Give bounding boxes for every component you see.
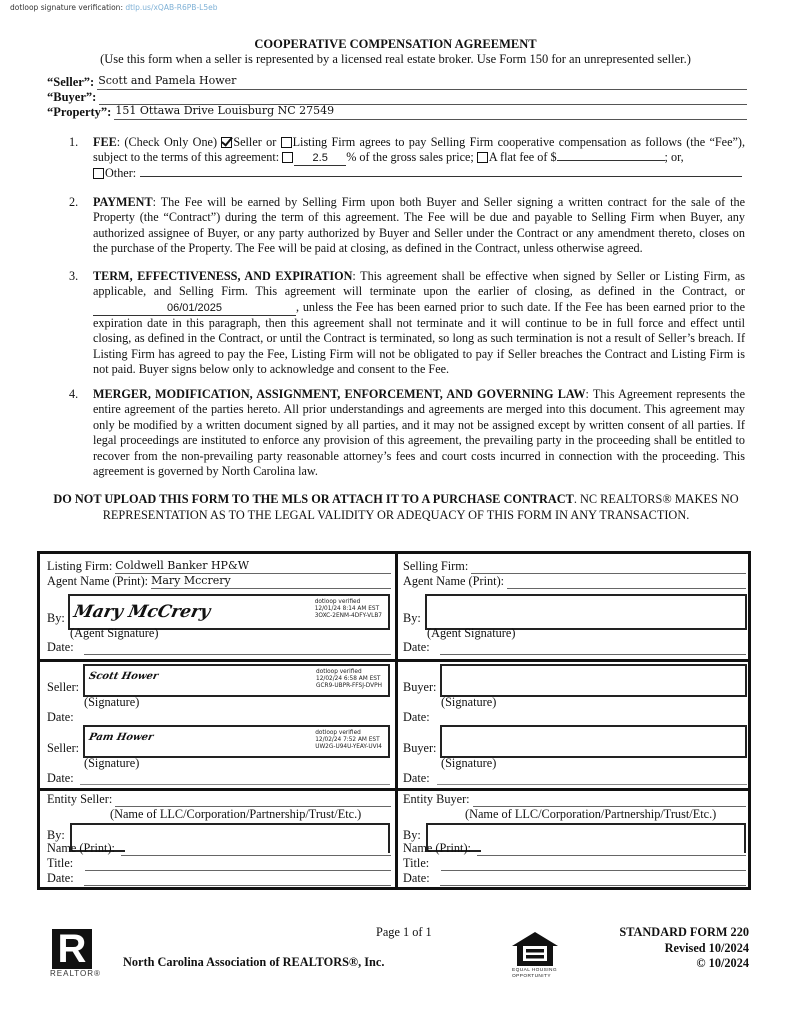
seller2-date-line[interactable]: [80, 784, 390, 785]
entity-buyer-title-field[interactable]: [441, 856, 746, 871]
selling-agent-label: Agent Name (Print):: [403, 574, 505, 588]
stamp-date: 12/02/24 6:58 AM EST: [316, 675, 381, 682]
dotloop-verified-stamp: [315, 599, 382, 619]
section-merger: [69, 387, 745, 479]
stamp-id: GCR9-UBPR-FFSJ-DVPH: [316, 682, 382, 689]
section-heading: FEE: [93, 135, 117, 149]
section-heading: PAYMENT: [93, 195, 153, 209]
seller1-label: Seller:: [47, 680, 80, 694]
seller-checkbox[interactable]: [221, 137, 232, 148]
flat-fee-suffix: ; or,: [664, 150, 684, 165]
seller1-date-label: Date:: [47, 710, 74, 724]
percent-label: % of the gross sales price;: [346, 150, 477, 165]
listing-agent-signature-box[interactable]: [68, 594, 390, 630]
form-title: COOPERATIVE COMPENSATION AGREEMENT: [254, 37, 537, 51]
stamp-line: dotloop verified: [316, 669, 362, 675]
entity-buyer-field[interactable]: [473, 792, 746, 807]
signature-table: [37, 551, 751, 890]
form-info: [619, 925, 749, 972]
fee-intro: : (Check Only One): [116, 135, 222, 149]
flat-fee-field[interactable]: [557, 160, 665, 161]
flat-fee-label: A flat fee of $: [488, 150, 557, 165]
date-label: Date:: [403, 871, 430, 885]
seller2-date-label: Date:: [47, 771, 74, 785]
organization-name: North Carolina Association of REALTORS®, Inc.: [123, 955, 385, 969]
stamp-date: 12/02/24 7:52 AM EST: [315, 736, 380, 743]
buyer2-signature-box[interactable]: [440, 725, 747, 758]
name-print-label: Name (Print):: [47, 841, 115, 855]
section-number: 2.: [69, 195, 79, 209]
section-payment: [69, 195, 745, 257]
date-label: Date:: [403, 640, 430, 654]
section-text-cont: , unless the Fee has been earned prior to such date. If the Fee has been earned prior to the expiration date in this paragraph, then this agreement shall not terminate and it will continue to be in full force and effect until closing, as defined in the Contract, or until the Contract is terminated, so long as such termination is not a result of Seller’s breach. If Listing Firm has agreed to pay the Fee, Listing Firm will not be obligated to pay if Seller breaches the Contract and Listing Firm is not paid. Buyer signs below only to acknowledge and consent to the Fee.: [93, 299, 745, 377]
listing-firm-row: [47, 559, 391, 574]
section-fee: [69, 135, 745, 182]
expiration-date-field[interactable]: 06/01/2025: [93, 302, 296, 316]
date-label: Date:: [47, 871, 74, 885]
realtor-letter: R: [57, 927, 87, 971]
other-checkbox[interactable]: [93, 168, 104, 179]
agent-signature-caption: (Agent Signature): [70, 626, 159, 640]
other-label: Other:: [105, 166, 137, 181]
section-text: : This agreement shall be effective when signed by Seller or Listing Firm, as applicable, and Selling Firm. This agreement will terminate upon the earlier of closing, as defined in the Contract, or: [93, 269, 745, 299]
property-row: [47, 104, 747, 120]
dotloop-verified-stamp: [316, 669, 382, 689]
selling-by-label: By:: [403, 611, 421, 625]
section-number: 3.: [69, 269, 79, 283]
seller-option-label: Seller or: [233, 135, 281, 149]
entity-seller-date-row: [47, 871, 391, 886]
entity-buyer-name-field[interactable]: [477, 841, 746, 856]
page-number: Page 1 of 1: [376, 925, 432, 939]
section-number: 1.: [69, 135, 79, 149]
name-print-label: Name (Print):: [403, 841, 471, 855]
equal-housing-text: [512, 968, 557, 979]
title-label: Title:: [47, 856, 74, 870]
buyer-label: “Buyer”:: [47, 90, 97, 104]
form-subtitle: (Use this form when a seller is represented by a licensed real estate broker. Use Form 150 for an unrepresented seller.): [100, 52, 691, 66]
property-field[interactable]: 151 Ottawa Drive Louisburg NC 27549: [114, 104, 747, 120]
selling-agent-field[interactable]: [507, 574, 746, 589]
stamp-date: 12/01/24 8:14 AM EST: [314, 605, 380, 612]
realtor-logo-icon: [52, 929, 92, 969]
entity-seller-title-row: [47, 856, 391, 871]
section-text: : The Fee will be earned by Selling Firm upon both Buyer and Seller signing a written contract for the sale of the Property (the “Contract”) during the term of this agreement. The Fee will be due and payable to Selling Firm when Buyer, any authorized assignee of Buyer, or any party authorized by Buyer and Seller under the Contract or any amendment thereto, closes on the purchase of the Property. The Fee will be paid at closing, as defined in the Contract, unless otherwise agreed.: [93, 195, 745, 256]
form-copyright: © 10/2024: [696, 956, 749, 970]
signature-caption: (Signature): [84, 695, 140, 709]
entity-seller-field[interactable]: [115, 792, 391, 807]
buyer1-date-label: Date:: [403, 710, 430, 724]
signature-verification: [10, 3, 217, 12]
entity-name-caption: (Name of LLC/Corporation/Partnership/Trust/Etc.): [110, 807, 362, 821]
buyer-field[interactable]: [99, 89, 747, 105]
buyer-row: [47, 89, 747, 105]
entity-seller-name-field[interactable]: [121, 841, 391, 856]
section-term: [69, 269, 745, 377]
entity-seller-date-field[interactable]: [84, 871, 391, 886]
seller-row: [47, 74, 747, 90]
entity-buyer-by-label: By:: [403, 828, 421, 842]
warning-text: . NC REALTORS® MAKES NO REPRESENTATION AS TO THE LEGAL VALIDITY OR ADEQUACY OF THIS FORM IN ANY TRANSACTION.: [102, 492, 739, 522]
seller2-signature-box[interactable]: [83, 725, 390, 758]
section-heading: TERM, EFFECTIVENESS, AND EXPIRATION: [93, 269, 353, 283]
section-text: : This Agreement represents the entire agreement of the parties hereto. All prior understandings and agreements are merged into this document. This agreement may only be modified by a written document signed by all parties, and it may not be assigned except by written consent of all parties. If legal proceedings are instituted to enforce any provision of this agreement, the prevailing party in the proceeding shall be entitled to recover from the non-prevailing party reasonable attorney’s fees and court costs incurred in connection with the proceeding. This agreement is governed by North Carolina law.: [93, 387, 745, 479]
entity-buyer-date-row: [403, 871, 746, 886]
row-divider: [40, 788, 748, 791]
selling-date-field[interactable]: [440, 640, 746, 655]
buyer2-label: Buyer:: [403, 741, 437, 755]
seller1-signature: Scott Hower: [87, 671, 160, 682]
listing-agent-label: Agent Name (Print):: [47, 574, 149, 588]
seller-field[interactable]: Scott and Pamela Hower: [97, 74, 747, 90]
selling-firm-row: [403, 559, 746, 574]
entity-seller-title-field[interactable]: [85, 856, 391, 871]
listing-firm-checkbox[interactable]: [281, 137, 292, 148]
buyer2-date-label: Date:: [403, 771, 430, 785]
section-number: 4.: [69, 387, 79, 401]
mls-warning: [46, 492, 746, 523]
listing-option-label: Listing Firm agrees to pay Selling Firm cooperative compensation as follows (the “Fee”), subject to the terms of this agreement:: [93, 135, 745, 165]
selling-agent-row: [403, 574, 746, 589]
warning-bold: DO NOT UPLOAD THIS FORM TO THE MLS OR ATTACH IT TO A PURCHASE CONTRACT: [53, 492, 574, 506]
stamp-line: dotloop verified: [315, 730, 361, 736]
entity-seller-by-label: By:: [47, 828, 65, 842]
buyer2-date-line[interactable]: [437, 784, 747, 785]
entity-seller-label: Entity Seller:: [47, 792, 113, 806]
buyer1-label: Buyer:: [403, 680, 437, 694]
entity-buyer-label: Entity Buyer:: [403, 792, 470, 806]
selling-date-row: [403, 640, 746, 655]
listing-agent-field[interactable]: Mary Mccrery: [151, 574, 391, 589]
stamp-id: 3OXC-2ENM-4DFY-VLB7: [314, 612, 382, 619]
flat-fee-checkbox[interactable]: [477, 152, 488, 163]
signature-caption: (Signature): [84, 756, 140, 770]
property-label: “Property”:: [47, 105, 112, 119]
verification-label: dotloop signature verification:: [10, 3, 123, 12]
equal-housing-icon: [511, 931, 559, 972]
stamp-id: UW2G-U94U-YEAY-UVI4: [315, 743, 382, 750]
date-label: Date:: [47, 640, 74, 654]
percent-checkbox[interactable]: [282, 152, 293, 163]
entity-buyer-date-field[interactable]: [440, 871, 746, 886]
listing-firm-label: Listing Firm:: [47, 559, 113, 573]
seller2-signature: Pam Hower: [87, 732, 155, 743]
seller1-signature-box[interactable]: [83, 664, 390, 697]
entity-name-caption: (Name of LLC/Corporation/Partnership/Trust/Etc.): [465, 807, 717, 821]
entity-buyer-title-row: [403, 856, 746, 871]
row-divider: [40, 659, 748, 662]
other-field[interactable]: [140, 176, 742, 177]
selling-firm-label: Selling Firm:: [403, 559, 469, 573]
listing-firm-field[interactable]: Coldwell Banker HP&W: [115, 559, 391, 574]
listing-agent-row: [47, 574, 391, 589]
section-heading: MERGER, MODIFICATION, ASSIGNMENT, ENFORCEMENT, AND GOVERNING LAW: [93, 387, 586, 401]
column-divider: [395, 554, 398, 887]
entity-buyer-name-row: [403, 841, 746, 856]
listing-date-field[interactable]: [84, 640, 391, 655]
listing-date-row: [47, 640, 391, 655]
dotloop-verified-stamp: [315, 730, 382, 750]
signature-caption: (Signature): [441, 695, 497, 709]
signature-caption: (Signature): [441, 756, 497, 770]
entity-seller-name-row: [47, 841, 391, 856]
seller2-label: Seller:: [47, 741, 80, 755]
seller-label: “Seller”:: [47, 75, 95, 89]
form-name: STANDARD FORM 220: [619, 925, 749, 939]
selling-firm-field[interactable]: [471, 559, 746, 574]
stamp-line: dotloop verified: [314, 599, 361, 605]
title-label: Title:: [403, 856, 430, 870]
entity-buyer-row: [403, 792, 746, 807]
entity-seller-row: [47, 792, 391, 807]
listing-agent-signature: Mary McCrery: [71, 602, 213, 622]
percent-field[interactable]: 2.5: [294, 152, 346, 166]
listing-by-label: By:: [47, 611, 65, 625]
eho-line: EQUAL HOUSING: [512, 968, 558, 973]
realtor-wordmark: REALTOR®: [50, 969, 101, 978]
selling-agent-signature-box[interactable]: [425, 594, 747, 630]
eho-line: OPPORTUNITY: [512, 973, 551, 979]
agent-signature-caption: (Agent Signature): [427, 626, 516, 640]
buyer1-signature-box[interactable]: [440, 664, 747, 697]
form-revised: Revised 10/2024: [664, 940, 749, 955]
verification-link[interactable]: dtlp.us/xQAB-R6PB-L5eb: [125, 3, 218, 12]
